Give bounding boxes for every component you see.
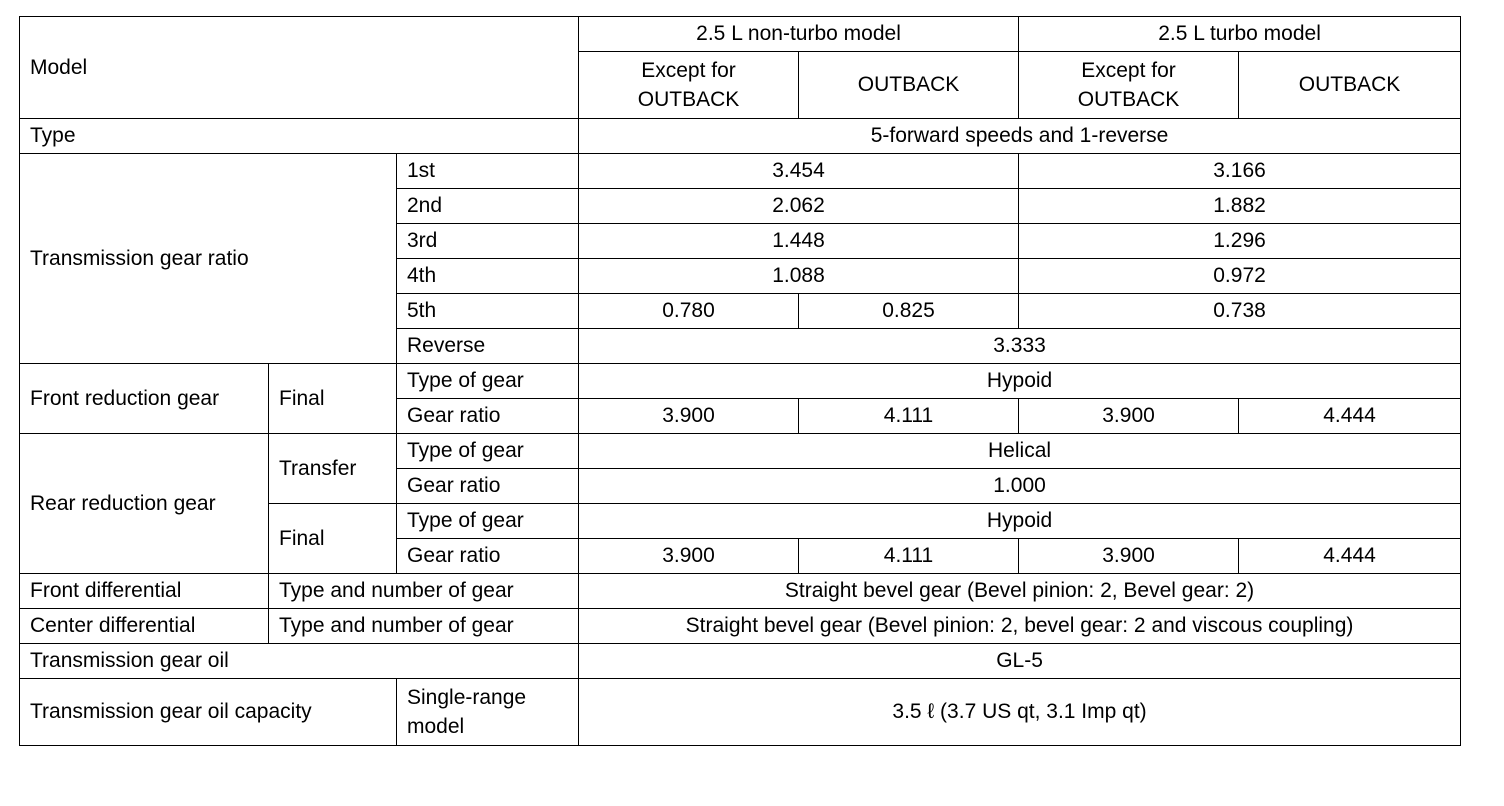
gear-label-reverse: Reverse [397,329,579,364]
front-differential-row [20,574,1461,609]
model-header: Model [20,17,579,119]
turbo-header: 2.5 L turbo model [1019,17,1461,52]
center-differential-value: Straight bevel gear (Bevel pinion: 2, bevel gear: 2 and viscous coupling) [579,609,1461,644]
non-turbo-except-ratio-5th: 0.780 [579,294,799,329]
front-reduction-gear-label: Front reduction gear [20,364,269,434]
type-row [20,119,1461,154]
oil-capacity-value: 3.5 ℓ (3.7 US qt, 3.1 Imp qt) [579,679,1461,746]
front-reduction-type-row [20,364,1461,399]
rear-transfer-ratio-label: Gear ratio [397,469,579,504]
center-differential-row [20,609,1461,644]
gear-label-3rd: 3rd [397,224,579,259]
rear-final-label: Final [269,504,397,574]
type-value: 5-forward speeds and 1-reverse [579,119,1461,154]
transmission-gear-ratio-label: Transmission gear ratio [20,154,397,364]
turbo-ratio-2nd: 1.882 [1019,189,1461,224]
rear-transfer-type-row [20,434,1461,469]
turbo-ratio-3rd: 1.296 [1019,224,1461,259]
front-ratio-value: 4.444 [1239,399,1461,434]
rear-final-type-value: Hypoid [579,504,1461,539]
rear-transfer-label: Transfer [269,434,397,504]
rear-final-ratio-label: Gear ratio [397,539,579,574]
front-differential-label: Front differential [20,574,269,609]
front-ratio-value: 4.111 [799,399,1019,434]
rear-transfer-ratio-value: 1.000 [579,469,1461,504]
oil-capacity-label: Transmission gear oil capacity [20,679,397,746]
non-turbo-outback-header: OUTBACK [799,52,1019,119]
non-turbo-header: 2.5 L non-turbo model [579,17,1019,52]
non-turbo-ratio-4th: 1.088 [579,259,1019,294]
non-turbo-outback-ratio-5th: 0.825 [799,294,1019,329]
rear-final-type-label: Type of gear [397,504,579,539]
non-turbo-except-outback-header: Except for OUTBACK [579,52,799,119]
front-type-of-gear-label: Type of gear [397,364,579,399]
rear-final-ratio-value: 3.900 [1019,539,1239,574]
rear-transfer-type-value: Helical [579,434,1461,469]
gear-label-4th: 4th [397,259,579,294]
gear-oil-value: GL-5 [579,644,1461,679]
oil-capacity-sub-label: Single-range model [397,679,579,746]
turbo-ratio-1st: 3.166 [1019,154,1461,189]
gear-label-5th: 5th [397,294,579,329]
non-turbo-ratio-3rd: 1.448 [579,224,1019,259]
front-differential-value: Straight bevel gear (Bevel pinion: 2, Bevel gear: 2) [579,574,1461,609]
gear-oil-label: Transmission gear oil [20,644,579,679]
turbo-ratio-4th: 0.972 [1019,259,1461,294]
front-gear-ratio-label: Gear ratio [397,399,579,434]
rear-reduction-gear-label: Rear reduction gear [20,434,269,574]
front-reduction-final-label: Final [269,364,397,434]
non-turbo-ratio-1st: 3.454 [579,154,1019,189]
oil-capacity-row [20,679,1461,746]
header-row-1 [20,17,1461,52]
center-differential-sub-label: Type and number of gear [269,609,579,644]
front-ratio-value: 3.900 [579,399,799,434]
type-label: Type [20,119,579,154]
non-turbo-ratio-2nd: 2.062 [579,189,1019,224]
gear-oil-row [20,644,1461,679]
turbo-outback-header: OUTBACK [1239,52,1461,119]
gear-label-2nd: 2nd [397,189,579,224]
gear-ratio-row-1st [20,154,1461,189]
rear-transfer-type-label: Type of gear [397,434,579,469]
front-ratio-value: 3.900 [1019,399,1239,434]
rear-final-ratio-value: 4.111 [799,539,1019,574]
turbo-except-outback-header: Except for OUTBACK [1019,52,1239,119]
gear-label-1st: 1st [397,154,579,189]
specifications-table [19,16,1461,746]
rear-final-ratio-value: 4.444 [1239,539,1461,574]
front-type-of-gear-value: Hypoid [579,364,1461,399]
center-differential-label: Center differential [20,609,269,644]
ratio-reverse: 3.333 [579,329,1461,364]
front-differential-sub-label: Type and number of gear [269,574,579,609]
rear-final-ratio-value: 3.900 [579,539,799,574]
turbo-ratio-5th: 0.738 [1019,294,1461,329]
